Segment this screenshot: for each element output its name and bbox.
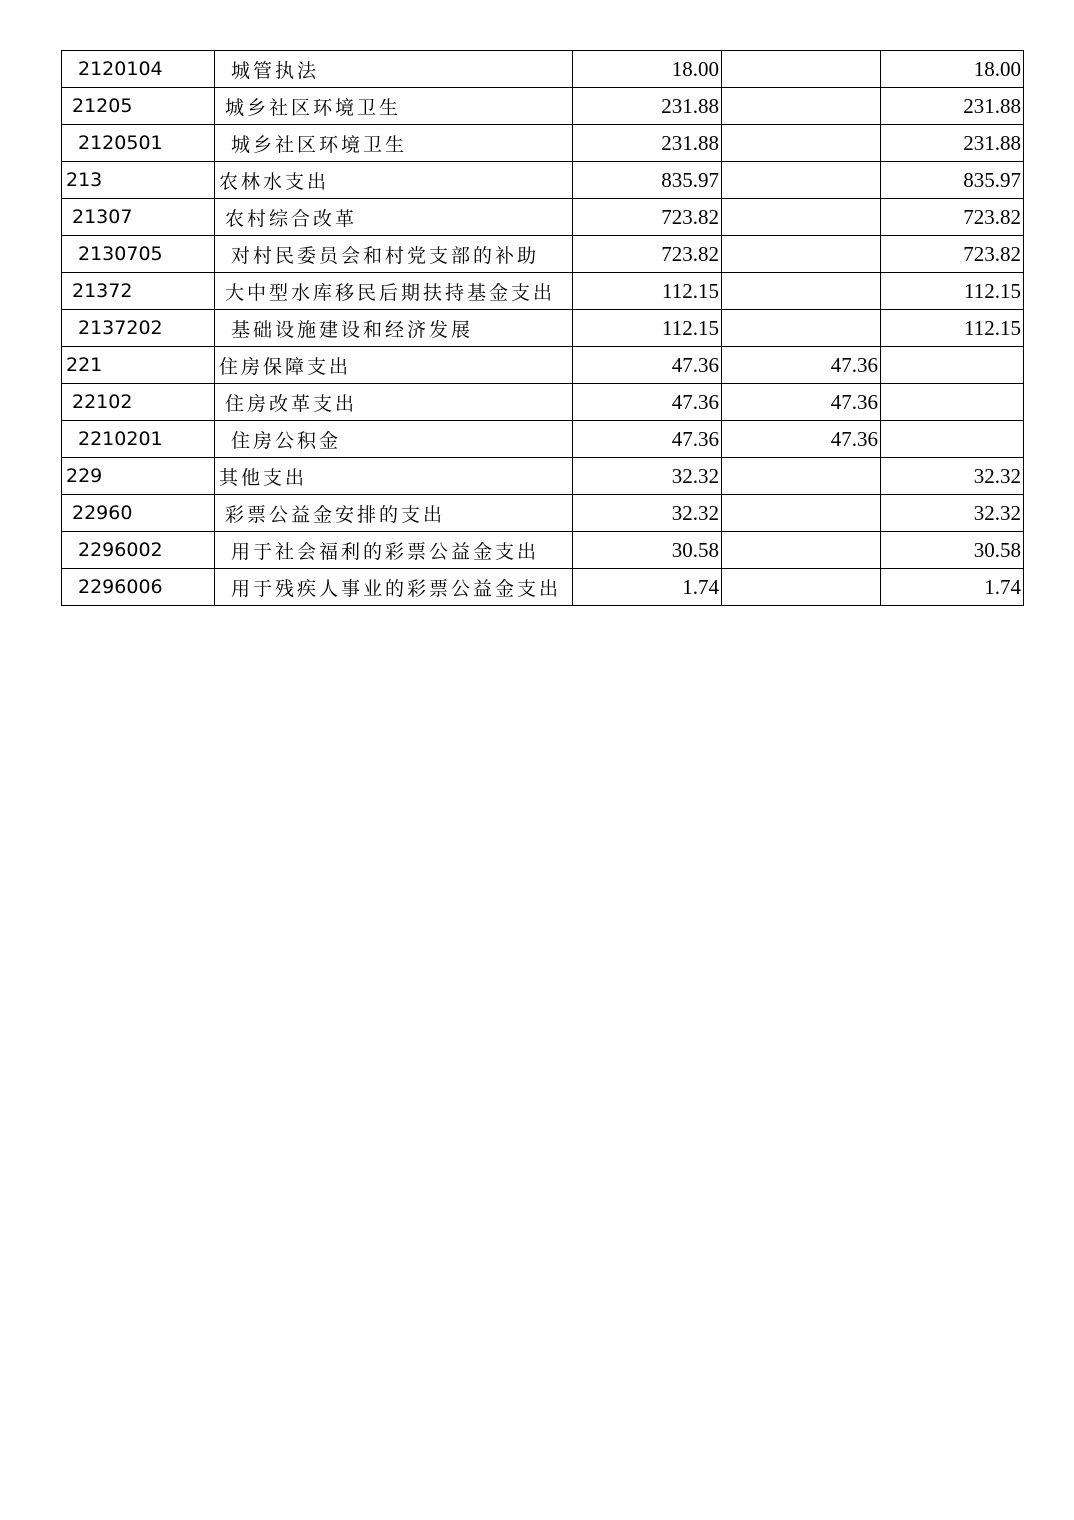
- subject-name-cell: 城乡社区环境卫生: [215, 88, 573, 125]
- project-expenditure-cell: [881, 347, 1024, 384]
- table-row: [62, 162, 1024, 199]
- subject-code-cell: 21205: [62, 88, 215, 125]
- basic-expenditure-cell: [722, 495, 881, 532]
- table-row: [62, 51, 1024, 88]
- project-expenditure-cell: 112.15: [881, 273, 1024, 310]
- basic-expenditure-cell: [722, 532, 881, 569]
- total-amount-cell: 231.88: [573, 88, 722, 125]
- project-expenditure-cell: 231.88: [881, 88, 1024, 125]
- total-amount-cell: 18.00: [573, 51, 722, 88]
- basic-expenditure-cell: [722, 88, 881, 125]
- total-amount-cell: 112.15: [573, 273, 722, 310]
- table-row: [62, 421, 1024, 458]
- subject-code-cell: 2137202: [62, 310, 215, 347]
- total-amount-cell: 835.97: [573, 162, 722, 199]
- basic-expenditure-cell: [722, 458, 881, 495]
- subject-name-cell: 城管执法: [215, 51, 573, 88]
- total-amount-cell: 32.32: [573, 458, 722, 495]
- subject-name-cell: 基础设施建设和经济发展: [215, 310, 573, 347]
- total-amount-cell: 723.82: [573, 199, 722, 236]
- project-expenditure-cell: 32.32: [881, 495, 1024, 532]
- total-amount-cell: 47.36: [573, 347, 722, 384]
- subject-name-cell: 其他支出: [215, 458, 573, 495]
- expenditure-table-page: [61, 50, 1023, 606]
- subject-code-cell: 2210201: [62, 421, 215, 458]
- table-row: [62, 384, 1024, 421]
- subject-name-cell: 住房公积金: [215, 421, 573, 458]
- project-expenditure-cell: 1.74: [881, 569, 1024, 606]
- basic-expenditure-cell: 47.36: [722, 421, 881, 458]
- project-expenditure-cell: [881, 421, 1024, 458]
- expenditure-table: [61, 50, 1024, 606]
- table-row: [62, 199, 1024, 236]
- subject-code-cell: 213: [62, 162, 215, 199]
- subject-name-cell: 大中型水库移民后期扶持基金支出: [215, 273, 573, 310]
- table-row: [62, 347, 1024, 384]
- subject-code-cell: 221: [62, 347, 215, 384]
- project-expenditure-cell: 18.00: [881, 51, 1024, 88]
- basic-expenditure-cell: [722, 236, 881, 273]
- table-row: [62, 273, 1024, 310]
- subject-code-cell: 22960: [62, 495, 215, 532]
- basic-expenditure-cell: 47.36: [722, 347, 881, 384]
- subject-name-cell: 对村民委员会和村党支部的补助: [215, 236, 573, 273]
- subject-name-cell: 城乡社区环境卫生: [215, 125, 573, 162]
- table-row: [62, 569, 1024, 606]
- project-expenditure-cell: [881, 384, 1024, 421]
- table-row: [62, 532, 1024, 569]
- table-row: [62, 310, 1024, 347]
- subject-code-cell: 21307: [62, 199, 215, 236]
- table-row: [62, 88, 1024, 125]
- basic-expenditure-cell: [722, 310, 881, 347]
- total-amount-cell: 723.82: [573, 236, 722, 273]
- project-expenditure-cell: 32.32: [881, 458, 1024, 495]
- subject-code-cell: 2296002: [62, 532, 215, 569]
- subject-name-cell: 彩票公益金安排的支出: [215, 495, 573, 532]
- table-body: [62, 51, 1024, 606]
- total-amount-cell: 1.74: [573, 569, 722, 606]
- table-row: [62, 458, 1024, 495]
- project-expenditure-cell: 30.58: [881, 532, 1024, 569]
- basic-expenditure-cell: [722, 273, 881, 310]
- subject-name-cell: 用于社会福利的彩票公益金支出: [215, 532, 573, 569]
- total-amount-cell: 112.15: [573, 310, 722, 347]
- table-row: [62, 495, 1024, 532]
- total-amount-cell: 231.88: [573, 125, 722, 162]
- project-expenditure-cell: 723.82: [881, 236, 1024, 273]
- project-expenditure-cell: 112.15: [881, 310, 1024, 347]
- subject-name-cell: 用于残疾人事业的彩票公益金支出: [215, 569, 573, 606]
- subject-code-cell: 2120501: [62, 125, 215, 162]
- subject-code-cell: 2120104: [62, 51, 215, 88]
- basic-expenditure-cell: [722, 569, 881, 606]
- subject-code-cell: 2296006: [62, 569, 215, 606]
- subject-name-cell: 农村综合改革: [215, 199, 573, 236]
- total-amount-cell: 30.58: [573, 532, 722, 569]
- total-amount-cell: 47.36: [573, 421, 722, 458]
- subject-name-cell: 农林水支出: [215, 162, 573, 199]
- subject-name-cell: 住房保障支出: [215, 347, 573, 384]
- subject-code-cell: 21372: [62, 273, 215, 310]
- project-expenditure-cell: 723.82: [881, 199, 1024, 236]
- basic-expenditure-cell: [722, 51, 881, 88]
- basic-expenditure-cell: 47.36: [722, 384, 881, 421]
- project-expenditure-cell: 835.97: [881, 162, 1024, 199]
- subject-name-cell: 住房改革支出: [215, 384, 573, 421]
- project-expenditure-cell: 231.88: [881, 125, 1024, 162]
- subject-code-cell: 229: [62, 458, 215, 495]
- basic-expenditure-cell: [722, 125, 881, 162]
- subject-code-cell: 2130705: [62, 236, 215, 273]
- total-amount-cell: 32.32: [573, 495, 722, 532]
- subject-code-cell: 22102: [62, 384, 215, 421]
- table-row: [62, 236, 1024, 273]
- basic-expenditure-cell: [722, 162, 881, 199]
- table-row: [62, 125, 1024, 162]
- total-amount-cell: 47.36: [573, 384, 722, 421]
- basic-expenditure-cell: [722, 199, 881, 236]
